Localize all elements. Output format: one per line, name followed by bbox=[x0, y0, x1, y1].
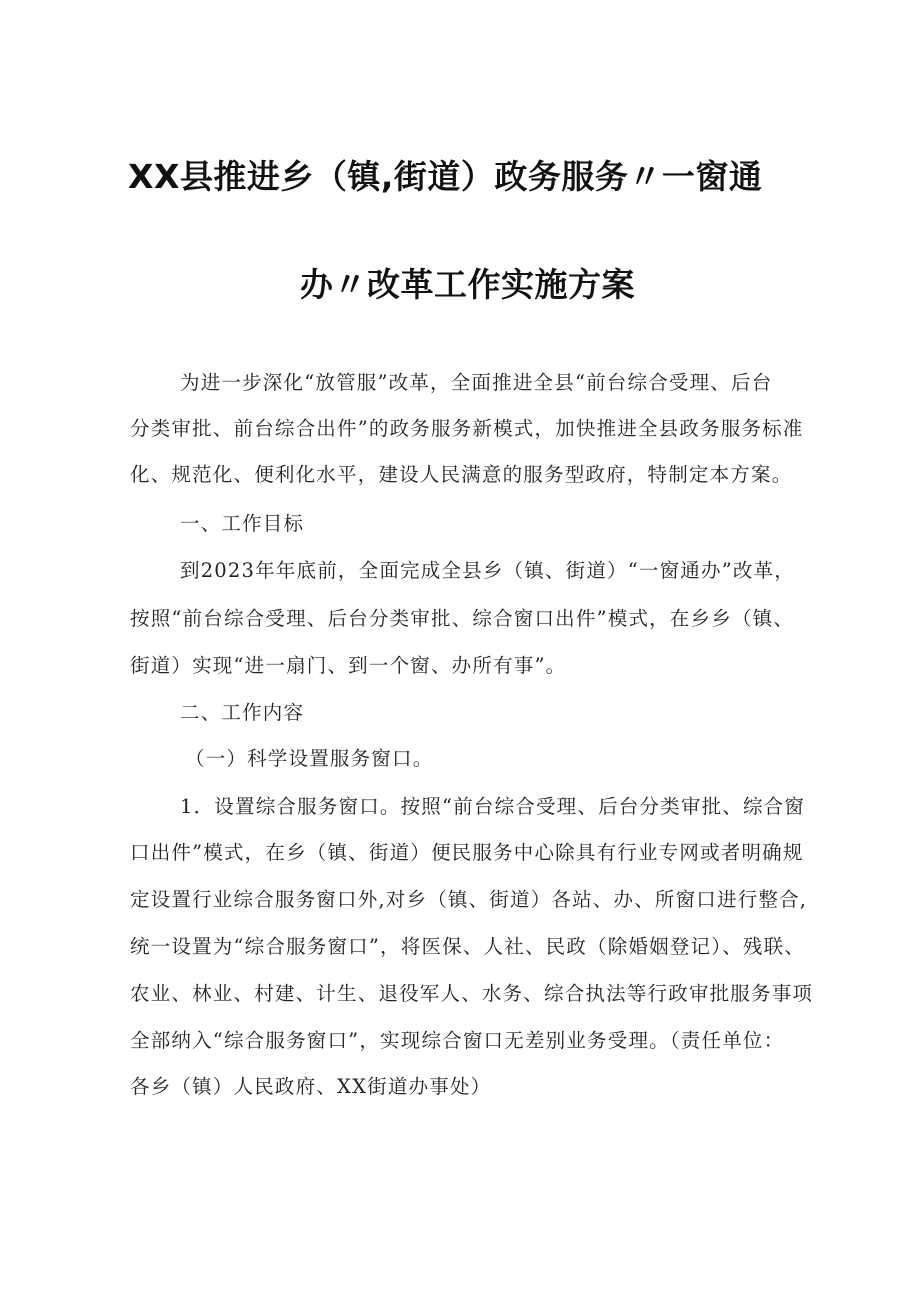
subsection-heading-1: （一）科学设置服务窗口。 bbox=[185, 747, 434, 770]
section-heading-content: 二、工作内容 bbox=[180, 701, 305, 724]
document-title-line-2: 办〃改革工作实施方案 bbox=[300, 265, 635, 304]
item1-line-5: 农业、林业、村建、计生、退役军人、水务、综合执法等行政审批服务事项 bbox=[130, 982, 814, 1005]
item1-line-2: 口出件”模式，在乡（镇、街道）便民服务中心除具有行业专网或者明确规 bbox=[130, 841, 804, 864]
intro-line-2: 分类审批、前台综合出件”的政务服务新模式，加快推进全县政务服务标准 bbox=[130, 417, 804, 440]
item1-line-1: 1．设置综合服务窗口。按照“前台综合受理、后台分类审批、综合窗 bbox=[180, 795, 806, 818]
goal-line-1: 到2023年年底前，全面完成全县乡（镇、街道）“一窗通办”改革， bbox=[180, 559, 795, 582]
goal-line-2: 按照“前台综合受理、后台分类审批、综合窗口出件”模式，在乡乡（镇、 bbox=[130, 607, 795, 630]
section-heading-goals: 一、工作目标 bbox=[180, 512, 305, 535]
intro-line-1: 为进一步深化“放管服”改革，全面推进全县“前台综合受理、后台 bbox=[180, 371, 773, 394]
intro-line-3: 化、规范化、便利化水平，建设人民满意的服务型政府，特制定本方案。 bbox=[130, 463, 793, 486]
item1-line-6: 全部纳入“综合服务窗口”，实现综合窗口无差别业务受理。（责任单位： bbox=[130, 1029, 785, 1052]
item1-line-7: 各乡（镇）人民政府、XX街道办事处） bbox=[130, 1075, 492, 1098]
goal-line-3: 街道）实现“进一扇门、到一个窗、办所有事”。 bbox=[130, 654, 567, 677]
item1-line-4: 统一设置为“综合服务窗口”，将医保、人社、民政（除婚姻登记）、残联、 bbox=[130, 935, 805, 958]
document-title-line-1: XX县推进乡（镇,街道）政务服务〃一窗通 bbox=[128, 157, 763, 196]
item1-line-3: 定设置行业综合服务窗口外,对乡（镇、街道）各站、办、所窗口进行整合, bbox=[130, 888, 808, 911]
